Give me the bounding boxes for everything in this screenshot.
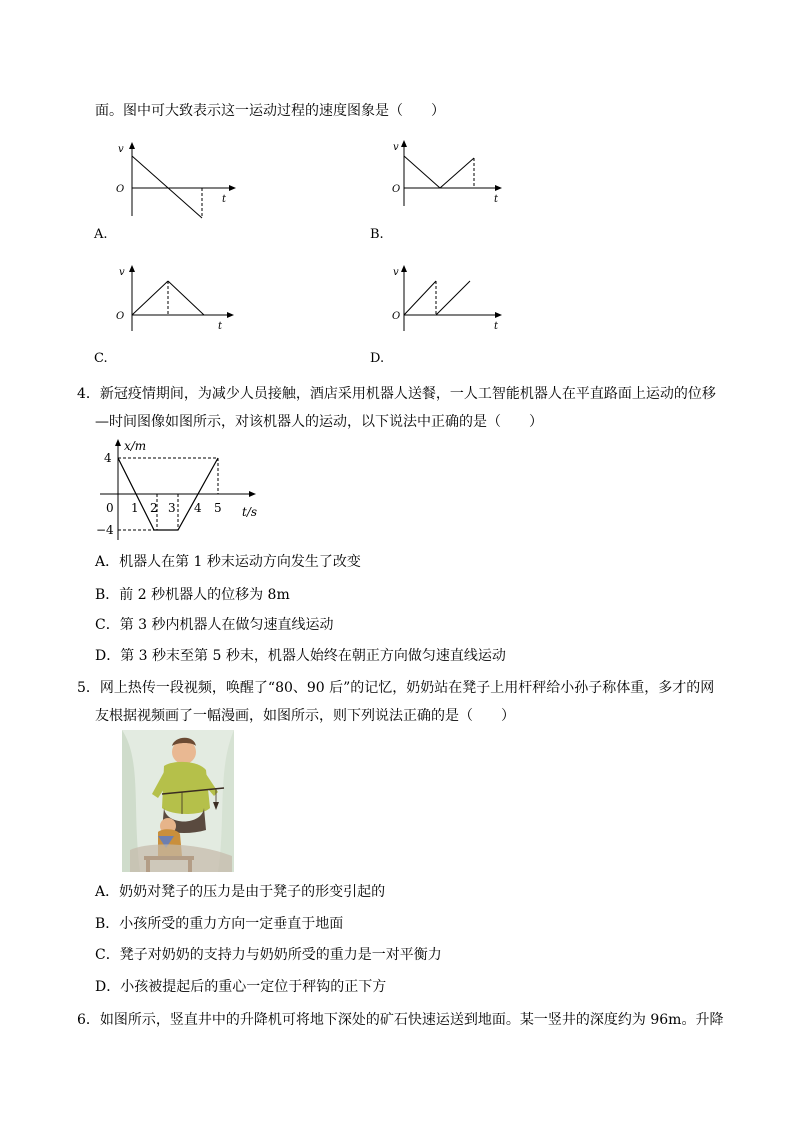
- q3-graph-b: [390, 138, 520, 208]
- q4-option-d[interactable]: D．第 3 秒末至第 5 秒末，机器人始终在朝正方向做匀速直线运动: [95, 648, 506, 664]
- q3-option-a-label[interactable]: A.: [94, 227, 108, 242]
- q5-option-c[interactable]: C．凳子对奶奶的支持力与奶奶所受的重力是一对平衡力: [95, 947, 442, 963]
- velocity-line: [168, 281, 204, 315]
- q5-option-d[interactable]: D．小孩被提起后的重心一定位于秤钩的正下方: [95, 979, 387, 995]
- velocity-line: [404, 281, 436, 315]
- svg-text:t/s: t/s: [242, 505, 258, 519]
- q3-option-c-label[interactable]: C.: [94, 351, 108, 366]
- velocity-line: [440, 158, 474, 188]
- q4-xt-graph: [94, 436, 274, 542]
- q5-stem-line1: 5．网上热传一段视频，唤醒了“80、90 后”的记忆，奶奶站在凳子上用杆秤给小孙子称体重，多才的网: [77, 680, 715, 696]
- x-tick-4: 4: [194, 501, 202, 515]
- q4-option-a[interactable]: A．机器人在第 1 秒末运动方向发生了改变: [95, 554, 361, 570]
- origin-label: O: [392, 184, 401, 195]
- origin-label: O: [392, 311, 401, 322]
- axis-v-label: v: [393, 142, 399, 153]
- y-tick-minus-4: −4: [96, 523, 114, 537]
- q5-option-b[interactable]: B．小孩所受的重力方向一定垂直于地面: [95, 916, 344, 932]
- y-tick-4: 4: [104, 451, 112, 465]
- q3-graph-a: [112, 140, 242, 222]
- q6-stem-line1: 6．如图所示，竖直井中的升降机可将地下深处的矿石快速运送到地面。某一竖井的深度约为 96m。升降: [77, 1012, 724, 1028]
- q5-stem-line2: 友根据视频画了一幅漫画，如图所示，则下列说法正确的是（ ）: [95, 708, 515, 724]
- axis-t-label: t: [494, 321, 499, 332]
- q4-option-c[interactable]: C．第 3 秒内机器人在做匀速直线运动: [95, 617, 334, 633]
- x-tick-2: 2: [150, 501, 158, 515]
- axis-v-label: v: [393, 267, 399, 278]
- q4-option-b[interactable]: B．前 2 秒机器人的位移为 8m: [95, 587, 290, 603]
- q3-graph-d: [390, 263, 520, 333]
- q3-graph-c: [112, 263, 242, 333]
- axis-v-label: v: [119, 267, 125, 278]
- q4-stem-line2: —时间图像如图所示，对该机器人的运动，以下说法中正确的是（ ）: [95, 414, 543, 430]
- velocity-line: [436, 281, 470, 315]
- origin-label: O: [116, 311, 125, 322]
- y-axis-label: [124, 439, 146, 453]
- velocity-line: [132, 156, 202, 218]
- x-axis-label: [242, 505, 257, 519]
- axis-t-label: t: [494, 194, 499, 205]
- q5-option-a[interactable]: A．奶奶对凳子的压力是由于凳子的形变引起的: [95, 884, 386, 900]
- x-tick-1: 1: [131, 501, 139, 515]
- axis-v-label: v: [118, 144, 124, 155]
- q3-option-d-label[interactable]: D.: [370, 351, 385, 366]
- svg-text:x/m: x/m: [124, 439, 147, 453]
- q3-option-b-label[interactable]: B.: [370, 227, 384, 242]
- origin-tick: 0: [106, 501, 114, 515]
- origin-label: O: [116, 184, 125, 195]
- axis-t-label: t: [218, 321, 223, 332]
- axis-t-label: t: [222, 194, 227, 205]
- grandma-weighing-illustration: [122, 730, 234, 872]
- q3-stem-tail: 面。图中可大致表示这一运动过程的速度图象是（ ）: [95, 103, 445, 119]
- x-tick-5: 5: [214, 501, 222, 515]
- x-tick-3: 3: [168, 501, 176, 515]
- q4-stem-line1: 4．新冠疫情期间，为减少人员接触，酒店采用机器人送餐，一人工智能机器人在平直路面上运动的位移: [77, 386, 716, 402]
- velocity-line: [404, 156, 440, 188]
- velocity-line: [132, 281, 168, 315]
